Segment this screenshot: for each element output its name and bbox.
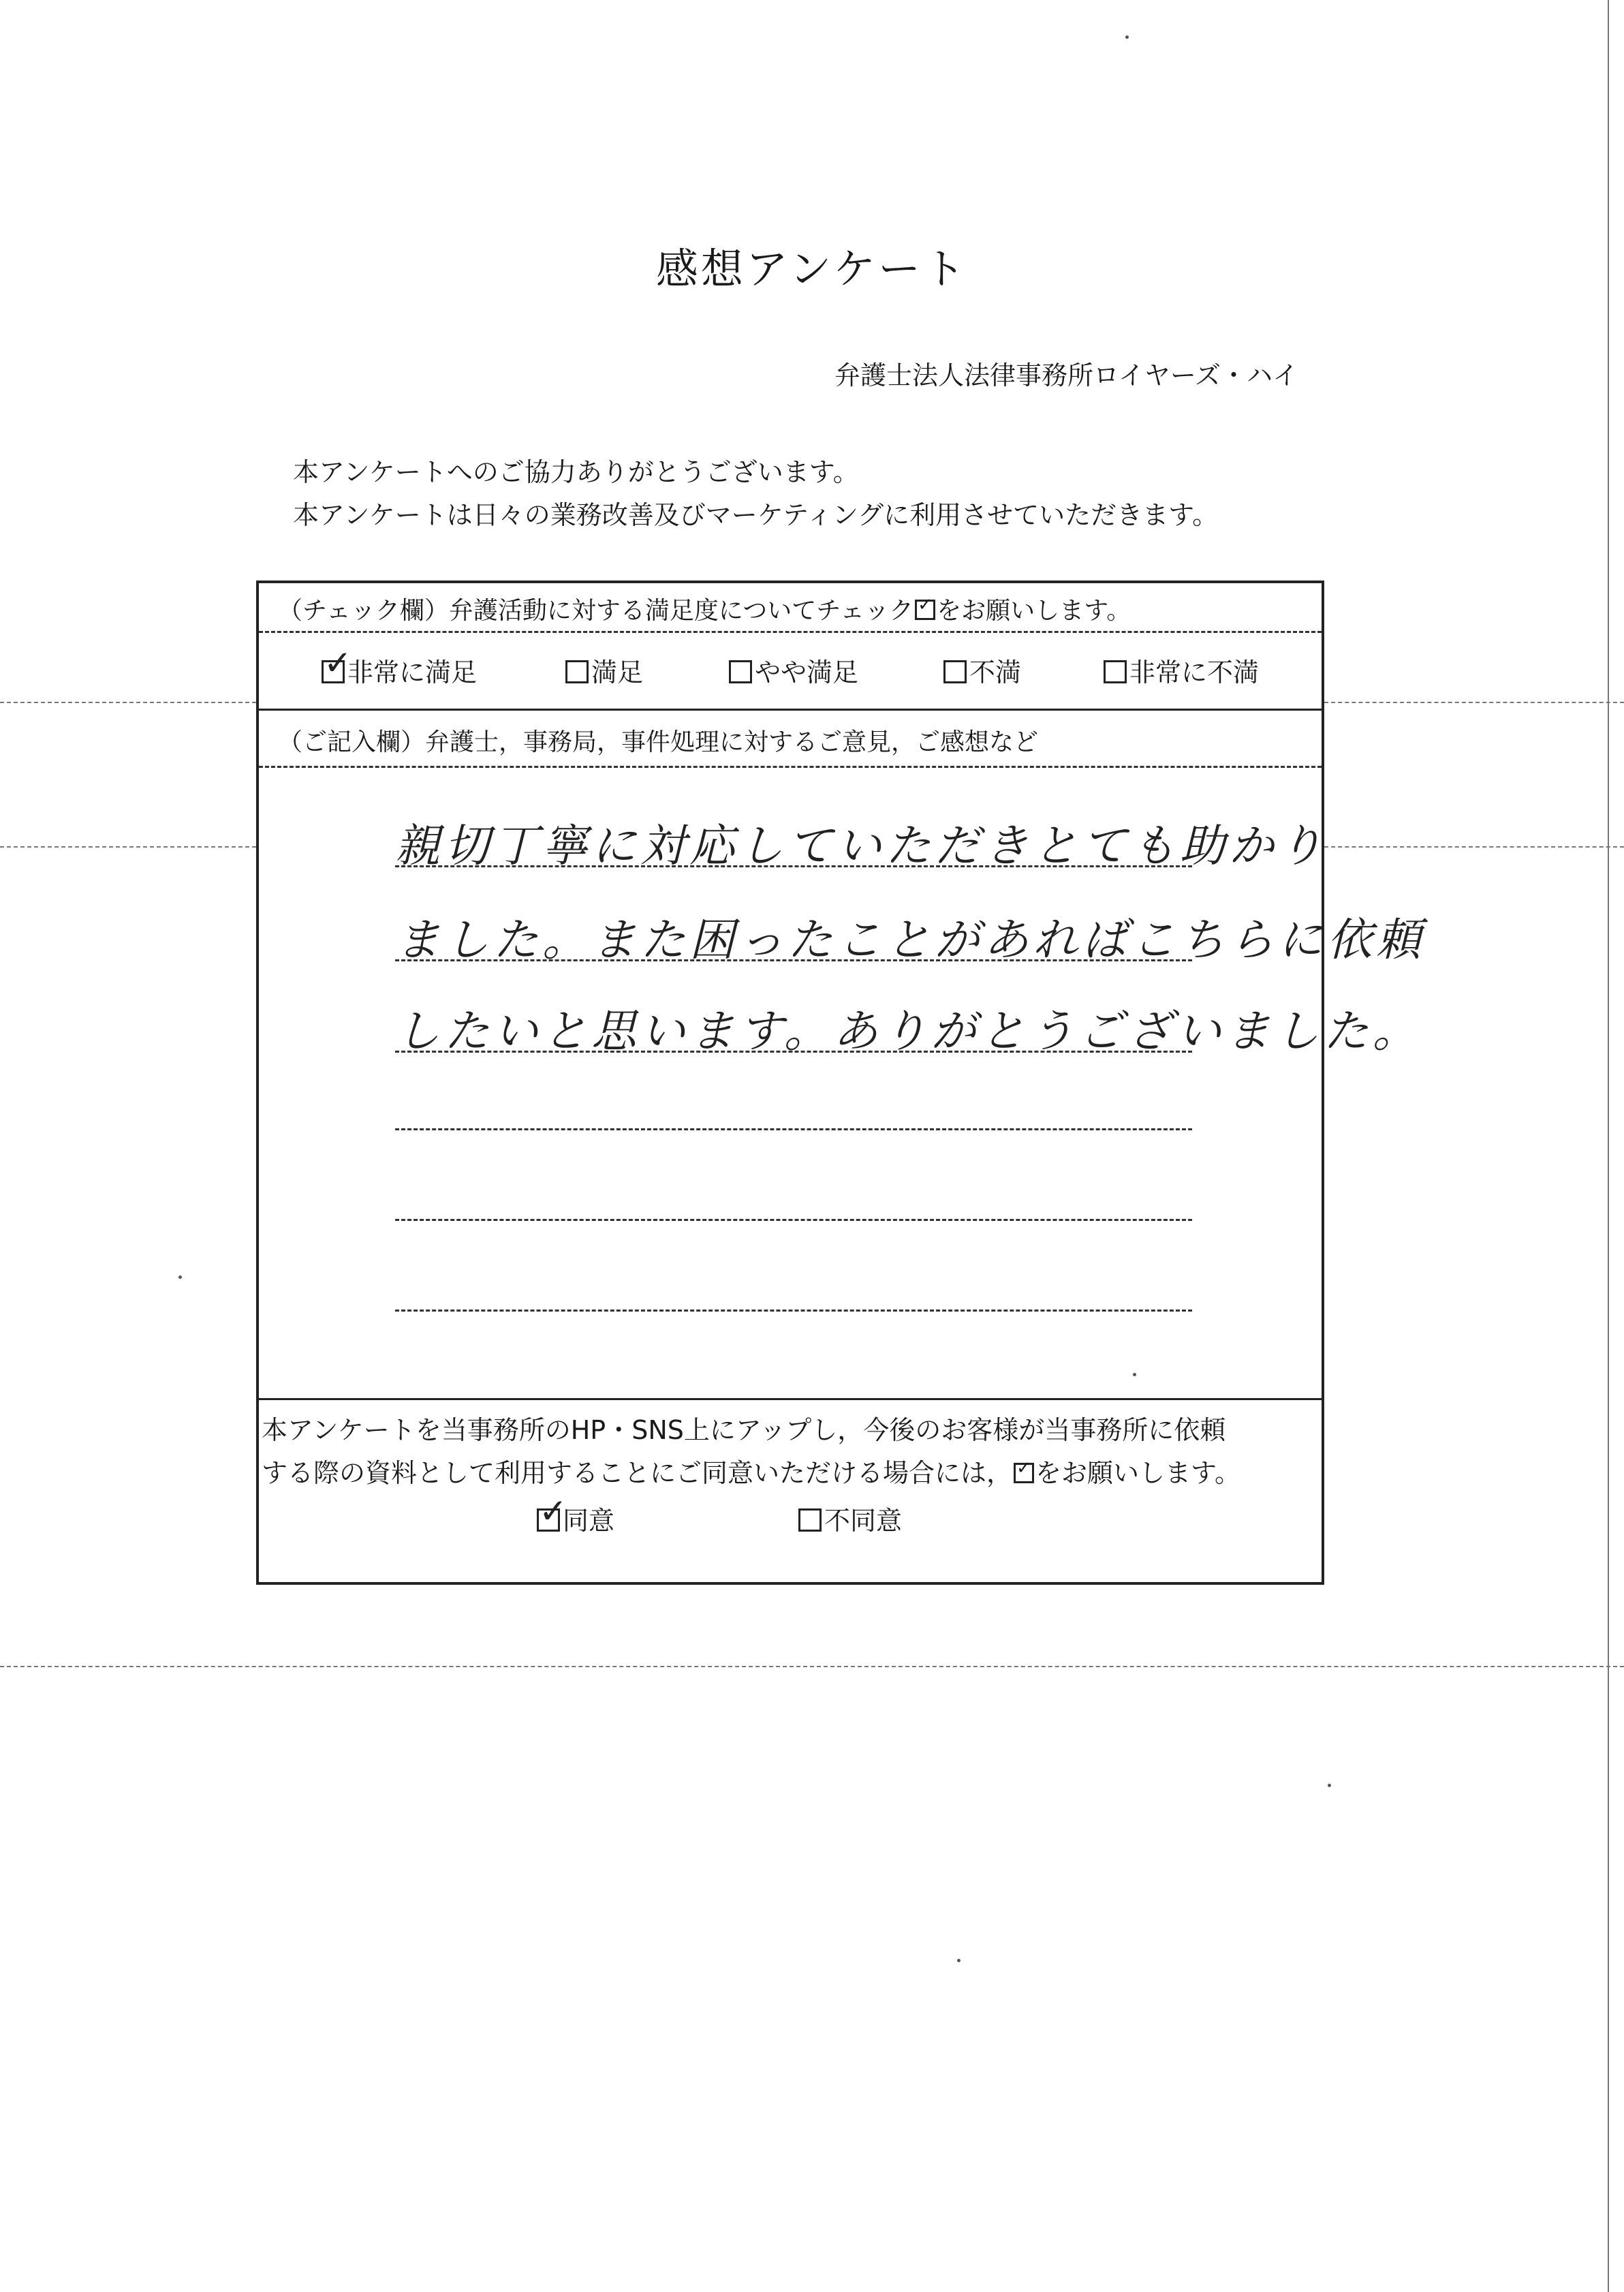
comment-section-label: （ご記入欄）弁護士，事務局，事件処理に対するご意見，ご感想など <box>278 728 1039 756</box>
writing-line <box>395 1128 1192 1130</box>
scan-edge-line <box>1324 846 1624 848</box>
dashed-divider <box>259 631 1322 633</box>
option-satisfied[interactable]: 満足 <box>565 651 643 689</box>
dashed-divider <box>259 766 1322 768</box>
handwritten-comment-line: 親切丁寧に対応していただきとても助かり <box>395 820 1327 872</box>
handwritten-comment-line: したいと思います。ありがとうございました。 <box>395 1005 1422 1057</box>
intro-line: 本アンケートへのご協力ありがとうございます。 <box>293 457 859 487</box>
writing-line <box>395 959 1192 961</box>
scan-speck <box>178 1275 182 1279</box>
option-very-dissatisfied[interactable]: 非常に不満 <box>1104 651 1259 689</box>
scan-edge-line <box>1324 702 1624 703</box>
section-divider <box>259 709 1322 711</box>
check-section-label: （チェック欄）弁護活動に対する満足度についてチェック✓ をお願いします。 <box>278 591 1131 626</box>
scan-edge-line <box>0 846 256 848</box>
handwritten-comment-line: ました。また困ったことがあればこちらに依頼 <box>395 914 1425 966</box>
writing-line <box>395 1051 1192 1053</box>
checkbox[interactable] <box>322 643 352 683</box>
checkmark-icon: ✓ <box>324 643 352 683</box>
scan-speck <box>1328 1784 1331 1787</box>
option-somewhat-satisfied[interactable]: やや満足 <box>729 651 858 689</box>
scan-edge-line <box>1608 0 1609 2292</box>
intro-line: 本アンケートは日々の業務改善及びマーケティングに利用させていただきます。 <box>293 500 1219 530</box>
option-very-satisfied[interactable]: ✓ 非常に満足 <box>322 651 477 689</box>
writing-line <box>395 865 1192 867</box>
checkbox-icon <box>915 600 935 620</box>
consent-text-line2: する際の資料として利用することにご同意いただける場合には，✓ をお願いします。 <box>262 1452 1240 1489</box>
survey-form <box>256 580 1425 1585</box>
organization-name: 弁護士法人法律事務所ロイヤーズ・ハイ <box>834 360 1298 390</box>
scan-speck <box>957 1959 961 1962</box>
option-dissatisfied[interactable]: 不満 <box>943 651 1021 689</box>
writing-line <box>395 1310 1192 1312</box>
checkbox[interactable] <box>798 1508 822 1532</box>
checkbox[interactable] <box>729 660 752 683</box>
checkbox[interactable] <box>1104 660 1127 683</box>
checkbox-icon <box>1014 1463 1034 1483</box>
consent-text-line1: 本アンケートを当事務所のHP・SNS上にアップし，今後のお客様が当事務所に依頼 <box>262 1415 1226 1445</box>
checkbox[interactable] <box>943 660 967 683</box>
option-agree[interactable]: ✓ 同意 <box>537 1500 614 1537</box>
checkmark-icon: ✓ <box>539 1491 567 1531</box>
scan-speck <box>1125 35 1129 39</box>
option-disagree[interactable]: 不同意 <box>798 1500 902 1537</box>
scan-edge-line <box>0 702 256 703</box>
page-title: 感想アンケート <box>655 244 969 294</box>
section-divider <box>259 1398 1322 1400</box>
scan-edge-line <box>0 1666 1624 1667</box>
checkbox[interactable] <box>565 660 589 683</box>
writing-line <box>395 1219 1192 1221</box>
checkbox[interactable] <box>537 1491 567 1532</box>
